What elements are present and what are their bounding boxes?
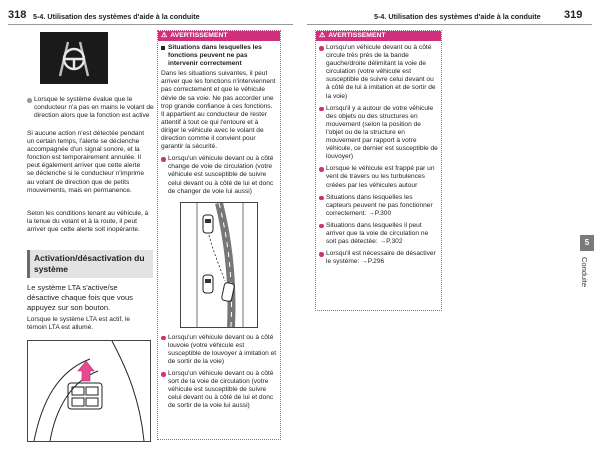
right-header-title: 5-4. Utilisation des systèmes d'aide à la conduite [374,12,541,21]
road-vehicles-drawing [181,203,257,327]
warning-bullet-3: Lorsqu'un véhicule devant ou à côté sort de la voie de circulation (votre véhicule est susceptible de suivre celui devant ou à côté de lui et donc de sortir de la voie lui aussi) [161,370,277,410]
alert-inoperative-paragraph: Selon les conditions tenant au véhicule, à la tenue du volant et à la route, il peut arriver que cette alerte soit inopérante. [27,210,149,234]
warning-bullet-1: Lorsqu'un véhicule devant ou à côté change de voie de circulation (votre véhicule est susceptible de suivre celui devant ou à côté de lui et donc de changer de voie lui aussi) [161,155,277,195]
lta-indicator-image [40,32,108,84]
left-header-title: 5-4. Utilisation des systèmes d'aide à la conduite [33,12,200,21]
steering-switch-drawing [28,341,150,441]
warning-bullet-right-5: Situations dans lesquelles il peut arriver que la voie de circulation ne soit pas détectée: →P.302 [319,222,438,246]
warning-subhead: Situations dans lesquelles les fonctions peuvent ne pas intervenir correctement [161,44,277,68]
warning-bullet-right-4: Situations dans lesquelles les capteurs peuvent ne pas fonctionner correctement: →P.300 [319,194,438,218]
left-header-rule [8,24,293,25]
warning-label: AVERTISSEMENT [328,32,386,39]
lta-steering-wheel-icon [40,32,108,84]
warning-triangle-icon: ⚠ [319,32,326,39]
lane-change-illustration [180,202,258,328]
warning-bullet-right-1: Lorsqu'un véhicule devant ou à côté circule très près de la bande gauche/droite délimitant la voie de circulation (votre véhicule est susceptible de suivre celui devant ou à côté de lui à imitation et de sortir de la voie) [319,44,438,101]
warning-paragraph: Dans les situations suivantes, il peut arriver que les fonctions n'interviennent pas correctement et que le véhicule dévie de sa voie. Ne pas accorder une trop grande confiance à ces fonctions. Il appartient au conducteur de rester attentif à tout ce qui l'entoure et à diriger le véhicule avec le volant de direction comme il convient pour garantir la sécurité. [161,70,276,151]
section-note: Lorsque le système LTA est actif, le témoin LTA est allumé. [27,316,131,332]
section-title: Activation/désactivation du système [27,250,153,278]
warning-label: AVERTISSEMENT [170,32,228,39]
chapter-tab-number: 5 [580,235,594,251]
warning-header-middle [158,31,280,41]
warning-bullet-right-2: Lorsqu'il y a autour de votre véhicule des objets ou des structures en mouvement (selon la position de l'objet ou de la structure en mouvement par rapport à votre véhicule, ce dernier est susceptible de louvoyer) [319,105,438,162]
lta-button-illustration [27,340,151,442]
warning-bullet-right-3: Lorsque le véhicule est frappé par un vent de travers ou les turbulences créées par les véhicules autour [319,165,438,189]
warning-bullet-2: Lorsqu'un véhicule devant ou à côté louvoie (votre véhicule est susceptible de louvoyer à imitation et de sortir de la voie) [161,334,277,366]
left-page-number: 318 [8,9,27,21]
hands-off-bullet: Lorsque le système évalue que le conducteur n'a pas en mains le volant de direction alors que la fonction est active [27,96,156,120]
warning-box-right [315,30,442,311]
warning-box-middle [157,30,281,440]
alert-paragraph: Si aucune action n'est détectée pendant un certain temps, l'alerte se déclenche accompagnée d'un signal sonore, et la fonction est temporairement annulée. Il peut également arriver que cette alerte se déclenche si le conducteur n'imprime au volant de direction que de petits mouvements, mais en permanence. [27,130,145,194]
section-text: Le système LTA s'active/se désactive chaque fois que vous appuyez sur son bouton. [27,283,133,312]
warning-triangle-icon: ⚠ [161,32,168,39]
right-header-rule [307,24,592,25]
chapter-tab-label-wrap [578,255,596,315]
right-page-number: 319 [564,9,583,21]
warning-header-right [316,31,441,41]
chapter-tab-label: Conduite [580,257,589,288]
warning-bullet-right-6: Lorsqu'il est nécessaire de désactiver le système: →P.296 [319,250,438,266]
